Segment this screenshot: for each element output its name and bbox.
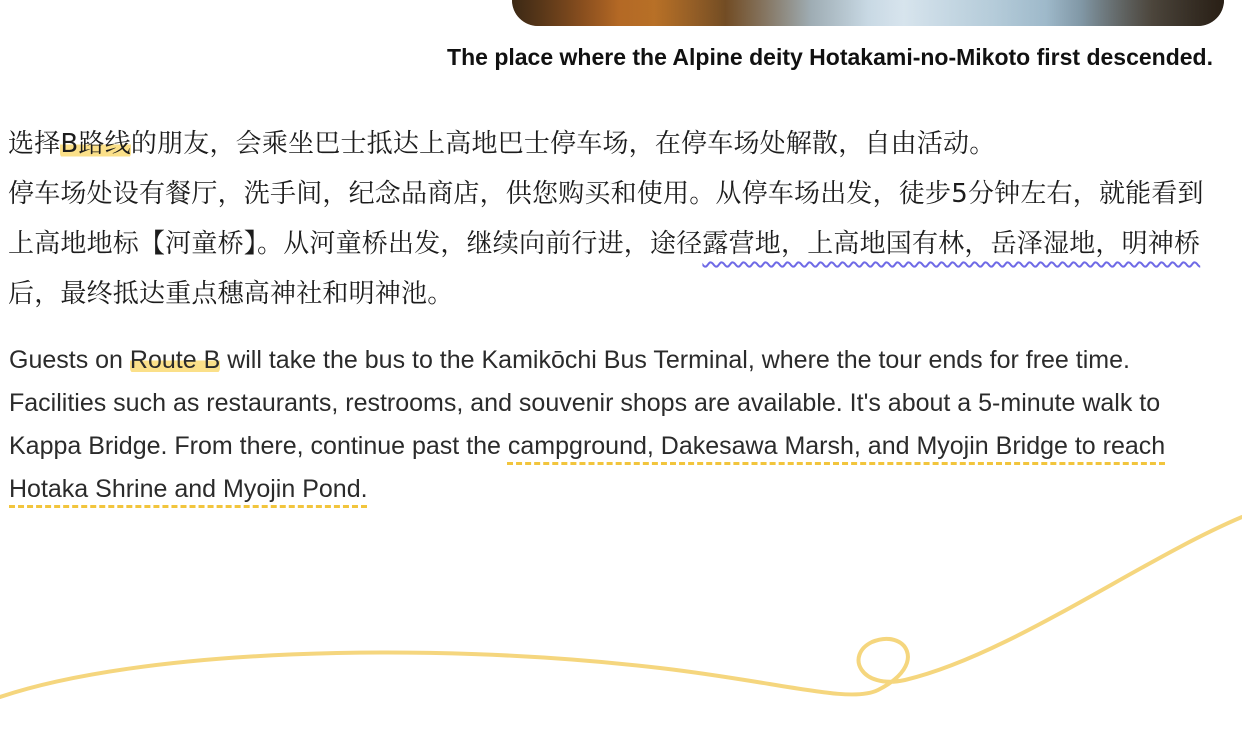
en-line-1	[9, 339, 1224, 382]
en-text: Guests on	[9, 346, 130, 374]
en-text: will take the bus to the Kamikōchi Bus Terminal, where the tour ends for free time.	[220, 346, 1130, 374]
zh-text: 后，最终抵达重点穗高神社和明神池。	[8, 279, 454, 309]
en-route-stops-underline: campground, Dakesawa Marsh, and Myojin Bridge to reach Hotaka Shrine and Myojin Pond.	[9, 432, 1166, 503]
zh-text: 停车场处设有餐厅，洗手间，纪念品商店，供您购买和使用。从停车场出发，徒步5分钟左右，就能看到上高地地标【河童桥】。从河童桥出发，继续向前行进，途径	[8, 179, 1204, 259]
zh-text: 的朋友，会乘坐巴士抵达上高地巴士停车场，在停车场处解散，自由活动。	[130, 129, 996, 159]
en-route-highlight: Route B	[129, 346, 221, 374]
en-text: Facilities such as restaurants, restrooms, and souvenir shops are available. It's about a 5-minute walk to Kappa Bridge. From there, continue past the	[9, 389, 1161, 460]
zh-route-highlight: B路线	[60, 129, 131, 159]
zh-route-stops-underline: 露营地，上高地国有林，岳泽湿地，明神桥	[702, 229, 1201, 259]
zh-text: 选择	[8, 129, 61, 159]
en-line-2	[9, 382, 1224, 511]
english-paragraph	[9, 339, 1224, 511]
chinese-paragraph	[8, 119, 1218, 319]
squiggle-line	[0, 517, 1242, 697]
photo-caption: The place where the Alpine deity Hotakami-no-Mikoto first descended.	[447, 44, 1213, 70]
lake-photo	[512, 0, 1224, 26]
